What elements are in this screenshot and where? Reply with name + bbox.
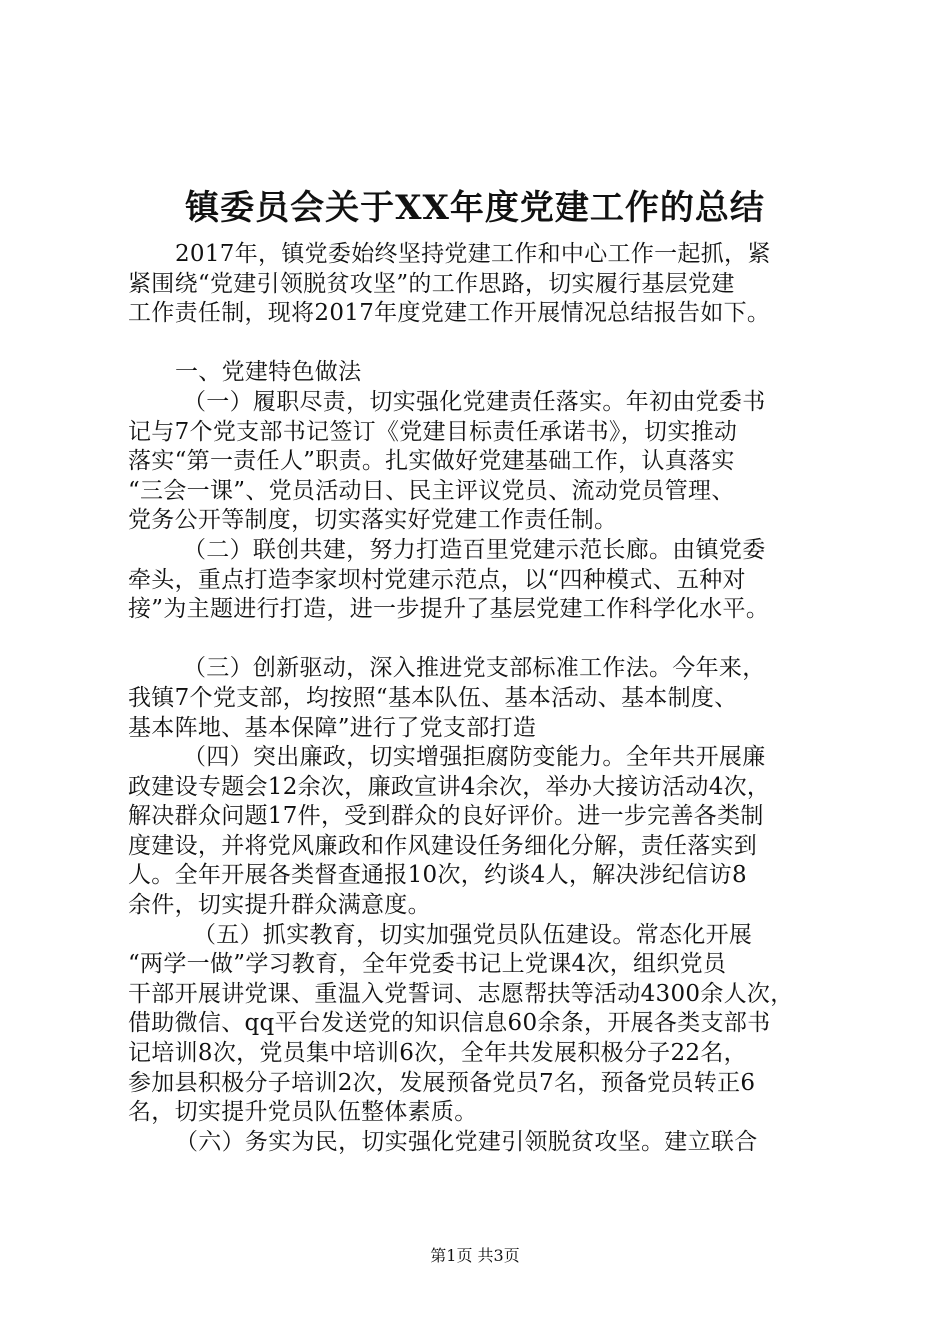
section-heading: 一、党建特色做法 bbox=[175, 359, 362, 386]
blank-line bbox=[128, 625, 838, 655]
paragraph-line: 干部开展讲党课、重温入党誓词、志愿帮扶等活动4300余人次， bbox=[128, 980, 794, 1007]
paragraph-line: 记培训8次，党员集中培训6次，全年共发展积极分子22名， bbox=[128, 1040, 747, 1067]
paragraph-line: 牵头，重点打造李家坝村党建示范点，以“四种模式、五种对 bbox=[128, 566, 746, 593]
paragraph-line: “两学一做”学习教育，全年党委书记上党课4次，组织党员 bbox=[128, 951, 727, 978]
paragraph-line: （六）务实为民，切实强化党建引领脱贫攻坚。建立联合 bbox=[175, 1128, 758, 1155]
paragraph-intro-line: 紧围绕“党建引领脱贫攻坚”的工作思路，切实履行基层党建 bbox=[128, 270, 735, 297]
paragraph-line: （二）联创共建，努力打造百里党建示范长廊。由镇党委 bbox=[183, 536, 766, 563]
document-title: 镇委员会关于XX年度党建工作的总结 bbox=[185, 188, 765, 228]
paragraph-line: （四）突出廉政，切实增强拒腐防变能力。全年共开展廉 bbox=[183, 744, 766, 771]
paragraph-line: 我镇7个党支部，均按照“基本队伍、基本活动、基本制度、 bbox=[128, 684, 738, 711]
paragraph-line: 政建设专题会12余次，廉政宣讲4余次，举办大接访活动4次， bbox=[128, 773, 771, 800]
paragraph-line: 接”为主题进行打造，进一步提升了基层党建工作科学化水平。 bbox=[128, 596, 770, 623]
paragraph-line: 记与7个党支部书记签订《党建目标责任承诺书》，切实推动 bbox=[128, 418, 738, 445]
paragraph-line: “三会一课”、党员活动日、民主评议党员、流动党员管理、 bbox=[128, 477, 735, 504]
page-number: 第1页 共3页 bbox=[430, 1246, 520, 1265]
paragraph-line: （五）抓实教育，切实加强党员队伍建设。常态化开展 bbox=[193, 921, 753, 948]
blank-line bbox=[128, 329, 838, 359]
paragraph-line: 度建设，并将党风廉政和作风建设任务细化分解，责任落实到 bbox=[128, 832, 758, 859]
paragraph-line: 解决群众问题17件，受到群众的良好评价。进一步完善各类制 bbox=[128, 803, 764, 830]
paragraph-line: 党务公开等制度，切实落实好党建工作责任制。 bbox=[128, 507, 618, 534]
paragraph-line: （一）履职尽责，切实强化党建责任落实。年初由党委书 bbox=[183, 388, 766, 415]
paragraph-line: 人。全年开展各类督查通报10次，约谈4人，解决涉纪信访8 bbox=[128, 862, 747, 889]
document-body bbox=[128, 240, 838, 1157]
paragraph-intro-line: 2017年，镇党委始终坚持党建工作和中心工作一起抓，紧 bbox=[175, 241, 771, 267]
paragraph-line: （三）创新驱动，深入推进党支部标准工作法。今年来， bbox=[183, 655, 766, 682]
paragraph-line: 落实“第一责任人”职责。扎实做好党建基础工作，认真落实 bbox=[128, 448, 735, 475]
paragraph-line: 基本阵地、基本保障”进行了党支部打造 bbox=[128, 714, 537, 741]
paragraph-line: 借助微信、qq平台发送党的知识信息60余条，开展各类支部书 bbox=[128, 1010, 771, 1037]
paragraph-line: 名，切实提升党员队伍整体素质。 bbox=[128, 1099, 478, 1126]
paragraph-line: 参加县积极分子培训2次，发展预备党员7名，预备党员转正6 bbox=[128, 1069, 756, 1096]
paragraph-line: 余件，切实提升群众满意度。 bbox=[128, 892, 431, 919]
paragraph-intro-line: 工作责任制，现将2017年度党建工作开展情况总结报告如下。 bbox=[128, 300, 771, 327]
